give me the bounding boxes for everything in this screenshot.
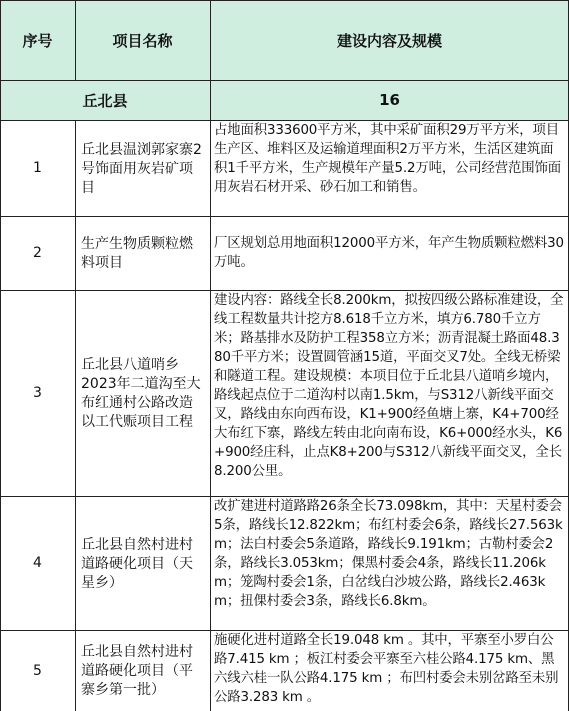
grid-line [210, 0, 211, 711]
row-content: 建设内容：路线全长8.200km，拟按四级公路标准建设，全线工程数量共计挖方8.618千立方米，填方6.780千立方米；路基排水及防护工程358立方米；沥青混凝土路面48.380千平方米；设置圆管涵15道，平面交叉7处。全线无桥梁和隧道工程。建设规模：本项目位于丘北县八道哨乡境内，路线起点位于二道沟村以南1.5km，与S312八新线平面交叉，路线由东向西布设，K1+900经鱼塘上寨，K4+700经大布红下寨，路线左转由北向南布设，K6+000经水头，K6+900经庄科，止点K8+200与S312八新线平面交叉，全长8.200公里。 [214, 293, 564, 479]
group-name: 丘北县 [0, 80, 210, 120]
grid-line [0, 290, 569, 291]
row-index: 2 [33, 245, 42, 261]
row-content: 施硬化进村道路全长19.048 km 。其中，平寨至小罗白公路7.415 km ；板江村委会平寨至六桂公路4.175 km、黑六线六桂一队公路4.175 km ；布凹村委会未别岔路至未别公路3.283 km 。 [214, 633, 559, 705]
row-index: 4 [33, 555, 42, 571]
grid-line [0, 630, 569, 631]
grid-line [0, 496, 569, 497]
grid-line [75, 0, 76, 80]
row-project-name: 丘北县温浏郭家寨2号饰面用灰岩矿项目 [81, 141, 202, 196]
grid-line [75, 120, 76, 711]
row-content: 占地面积333600平方米，其中采矿面积29万平方米，项目生产区、堆料区及运输道理面积2万平方米，生活区建筑面积1千平方米，生产规模年产量5.2万吨，公司经营范围饰面用灰岩石材开采、砂石加工和销售。 [214, 123, 561, 195]
header-content: 建设内容及规模 [210, 0, 569, 80]
grid-line [0, 120, 569, 121]
row-index: 5 [33, 662, 42, 679]
grid-line [0, 0, 569, 1]
row-index: 3 [33, 385, 42, 401]
grid-line [0, 0, 1, 711]
grid-line [0, 80, 569, 81]
row-project-name: 生产生物质颗粒燃料项目 [81, 236, 193, 271]
row-content: 厂区规划总用地面积12000平方米，年产生物质颗粒燃料30万吨。 [214, 236, 564, 270]
row-project-name: 丘北县八道哨乡2023年二道沟至大布红通村公路改造以工代赈项目工程 [81, 357, 201, 430]
grid-line [0, 216, 569, 217]
row-index: 1 [33, 160, 42, 176]
row-project-name: 丘北县自然村进村道路硬化项目（天星乡） [81, 536, 193, 591]
row-project-name: 丘北县自然村进村道路硬化项目（平寨乡第一批） [81, 644, 193, 698]
header-name: 项目名称 [75, 0, 210, 80]
header-index: 序号 [0, 0, 75, 80]
group-count: 16 [210, 80, 569, 120]
row-content: 改扩建进村道路路26条全长73.098km，其中：天星村委会5条，路线长12.822km；布红村委会6条，路线长27.563km；法白村委会5条道路，路线长9.191km；古勒村委会2条，路线长3.053km；倮黑村委会4条，路线长11.206km；笼陶村委会1条，白岔线白沙坡公路，路线长2.463km；扭倮村委会3条，路线长6.8km。 [214, 499, 563, 609]
